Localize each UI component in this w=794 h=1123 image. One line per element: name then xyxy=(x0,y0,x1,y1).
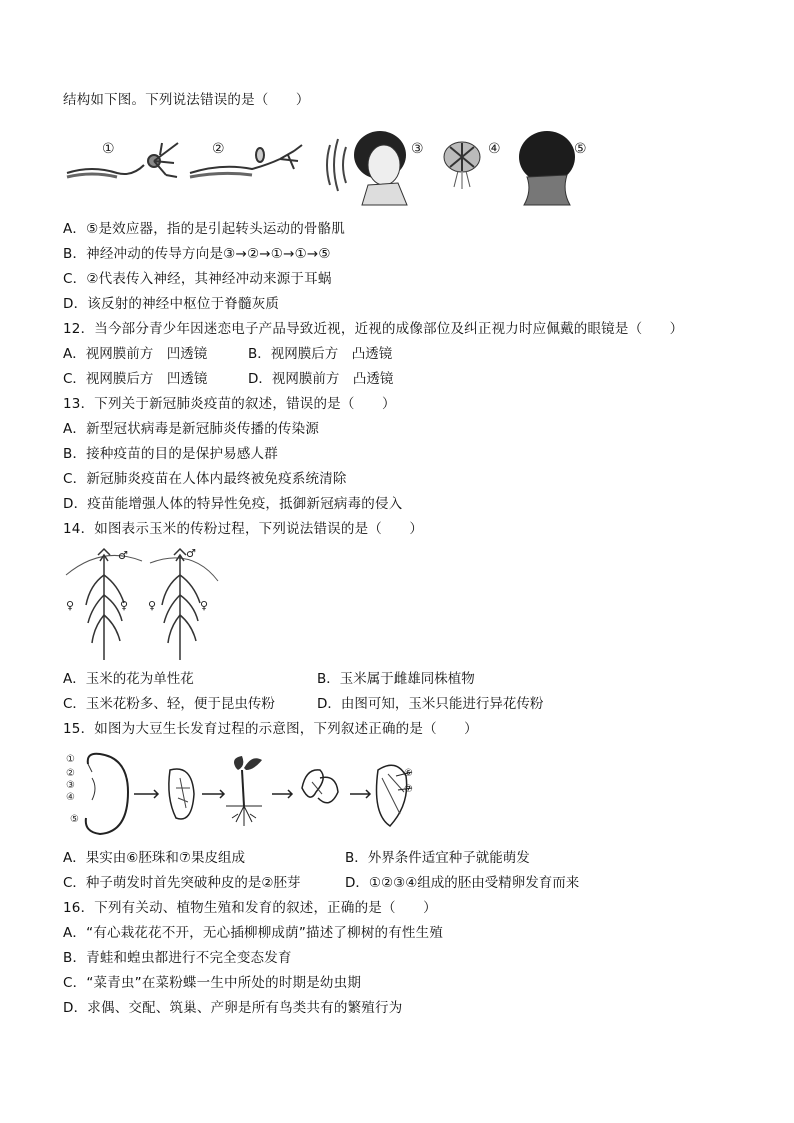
q14-option-b: B．玉米属于雌雄同株植物 xyxy=(317,671,475,687)
q13-option-d: D．疫苗能增强人体的特异性免疫，抵御新冠病毒的侵入 xyxy=(63,496,403,512)
soy-label-7: ⑦ xyxy=(404,784,413,795)
q16-option-c: C．“菜青虫”在菜粉蝶一生中所处的时期是幼虫期 xyxy=(63,975,362,991)
q12-option-d: D．视网膜前方 凸透镜 xyxy=(248,371,394,387)
q14-stem: 14．如图表示玉米的传粉过程，下列说法错误的是（ ） xyxy=(63,521,424,537)
spinal-cord-drawing xyxy=(444,142,480,189)
question-11-stem: 结构如下图。下列说法错误的是（ ） xyxy=(63,92,310,108)
head-sound-drawing xyxy=(327,131,407,205)
soy-label-5: ⑤ xyxy=(70,814,79,825)
soy-label-3: ③ xyxy=(66,780,75,791)
q12-row-cd xyxy=(63,370,393,388)
q16-stem: 16．下列有关动、植物生殖和发育的叙述，正确的是（ ） xyxy=(63,900,437,916)
flower-drawing xyxy=(302,770,338,803)
q15-row-cd xyxy=(63,874,579,892)
q14-option-d: D．由图可知，玉米只能进行异花传粉 xyxy=(317,696,544,712)
q15-option-a: A．果实由⑥胚珠和⑦果皮组成 xyxy=(63,850,245,866)
label-2: ② xyxy=(212,141,225,157)
q13-stem: 13．下列关于新冠肺炎疫苗的叙述，错误的是（ ） xyxy=(63,396,396,412)
q11-option-b: B．神经冲动的传导方向是③→②→①→①→⑤ xyxy=(63,246,331,262)
neuron-2-drawing xyxy=(190,145,302,177)
q15-stem: 15．如图为大豆生长发育过程的示意图，下列叙述正确的是（ ） xyxy=(63,721,478,737)
q12-stem: 12．当今部分青少年因迷恋电子产品导致近视，近视的成像部位及纠正视力时应佩戴的眼镜是（ ） xyxy=(63,321,684,337)
corn-label-female-1: ♀ xyxy=(66,599,75,612)
soybean-illustration xyxy=(66,748,416,840)
soybean-growth-figure xyxy=(66,748,416,840)
soy-label-1: ① xyxy=(66,754,75,765)
soybean-seed-drawing xyxy=(86,754,128,834)
q14-row-cd xyxy=(63,695,543,713)
corn-illustration xyxy=(62,545,222,663)
q11-option-c: C．②代表传入神经，其神经冲动来源于耳蜗 xyxy=(63,271,332,287)
q15-option-c: C．种子萌发时首先突破种皮的是②胚芽 xyxy=(63,875,301,891)
label-5: ⑤ xyxy=(574,141,587,157)
label-1: ① xyxy=(102,141,115,157)
head-turned-drawing xyxy=(519,131,575,205)
soy-label-6: ⑥ xyxy=(404,768,413,779)
q14-option-a: A．玉米的花为单性花 xyxy=(63,671,194,687)
corn-pollination-figure xyxy=(62,545,222,663)
q13-option-c: C．新冠肺炎疫苗在人体内最终被免疫系统清除 xyxy=(63,471,347,487)
q16-option-d: D．求偶、交配、筑巢、产卵是所有鸟类共有的繁殖行为 xyxy=(63,1000,403,1016)
q13-option-a: A．新型冠状病毒是新冠肺炎传播的传染源 xyxy=(63,421,320,437)
corn-plant-2 xyxy=(162,549,200,660)
germinating-seed-drawing xyxy=(169,769,194,819)
q16-option-b: B．青蛙和蝗虫都进行不完全变态发育 xyxy=(63,950,292,966)
q14-row-ab xyxy=(63,670,475,688)
neuron-1-drawing xyxy=(67,143,178,177)
label-3: ③ xyxy=(411,141,424,157)
soy-label-2: ② xyxy=(66,768,75,779)
q12-option-c: C．视网膜后方 凹透镜 xyxy=(63,371,208,387)
q13-option-b: B．接种疫苗的目的是保护易感人群 xyxy=(63,446,278,462)
corn-plant-1 xyxy=(86,549,124,660)
corn-label-male-1: ♂ xyxy=(118,549,128,562)
q12-option-b: B．视网膜后方 凸透镜 xyxy=(248,346,393,362)
corn-label-female-3: ♀ xyxy=(148,599,157,612)
q15-option-b: B．外界条件适宜种子就能萌发 xyxy=(345,850,530,866)
corn-label-female-4: ♀ xyxy=(200,599,209,612)
q15-option-d: D．①②③④组成的胚由受精卵发育而来 xyxy=(345,875,580,891)
q11-option-d: D．该反射的神经中枢位于脊髓灰质 xyxy=(63,296,280,312)
soy-label-4: ④ xyxy=(66,792,75,803)
q12-option-a: A．视网膜前方 凹透镜 xyxy=(63,346,208,362)
reflex-arc-figure xyxy=(62,125,602,207)
q14-option-c: C．玉米花粉多、轻，便于昆虫传粉 xyxy=(63,696,275,712)
corn-label-female-2: ♀ xyxy=(120,599,129,612)
q16-option-a: A．“有心栽花花不开，无心插柳柳成荫”描述了柳树的有性生殖 xyxy=(63,925,444,941)
label-4: ④ xyxy=(488,141,501,157)
seedling-drawing xyxy=(226,756,262,826)
q15-row-ab xyxy=(63,849,530,867)
q12-row-ab xyxy=(63,345,392,363)
reflex-arc-illustration xyxy=(62,125,602,207)
corn-label-male-2: ♂ xyxy=(186,547,196,560)
q11-option-a: A．⑤是效应器，指的是引起转头运动的骨骼肌 xyxy=(63,221,346,237)
